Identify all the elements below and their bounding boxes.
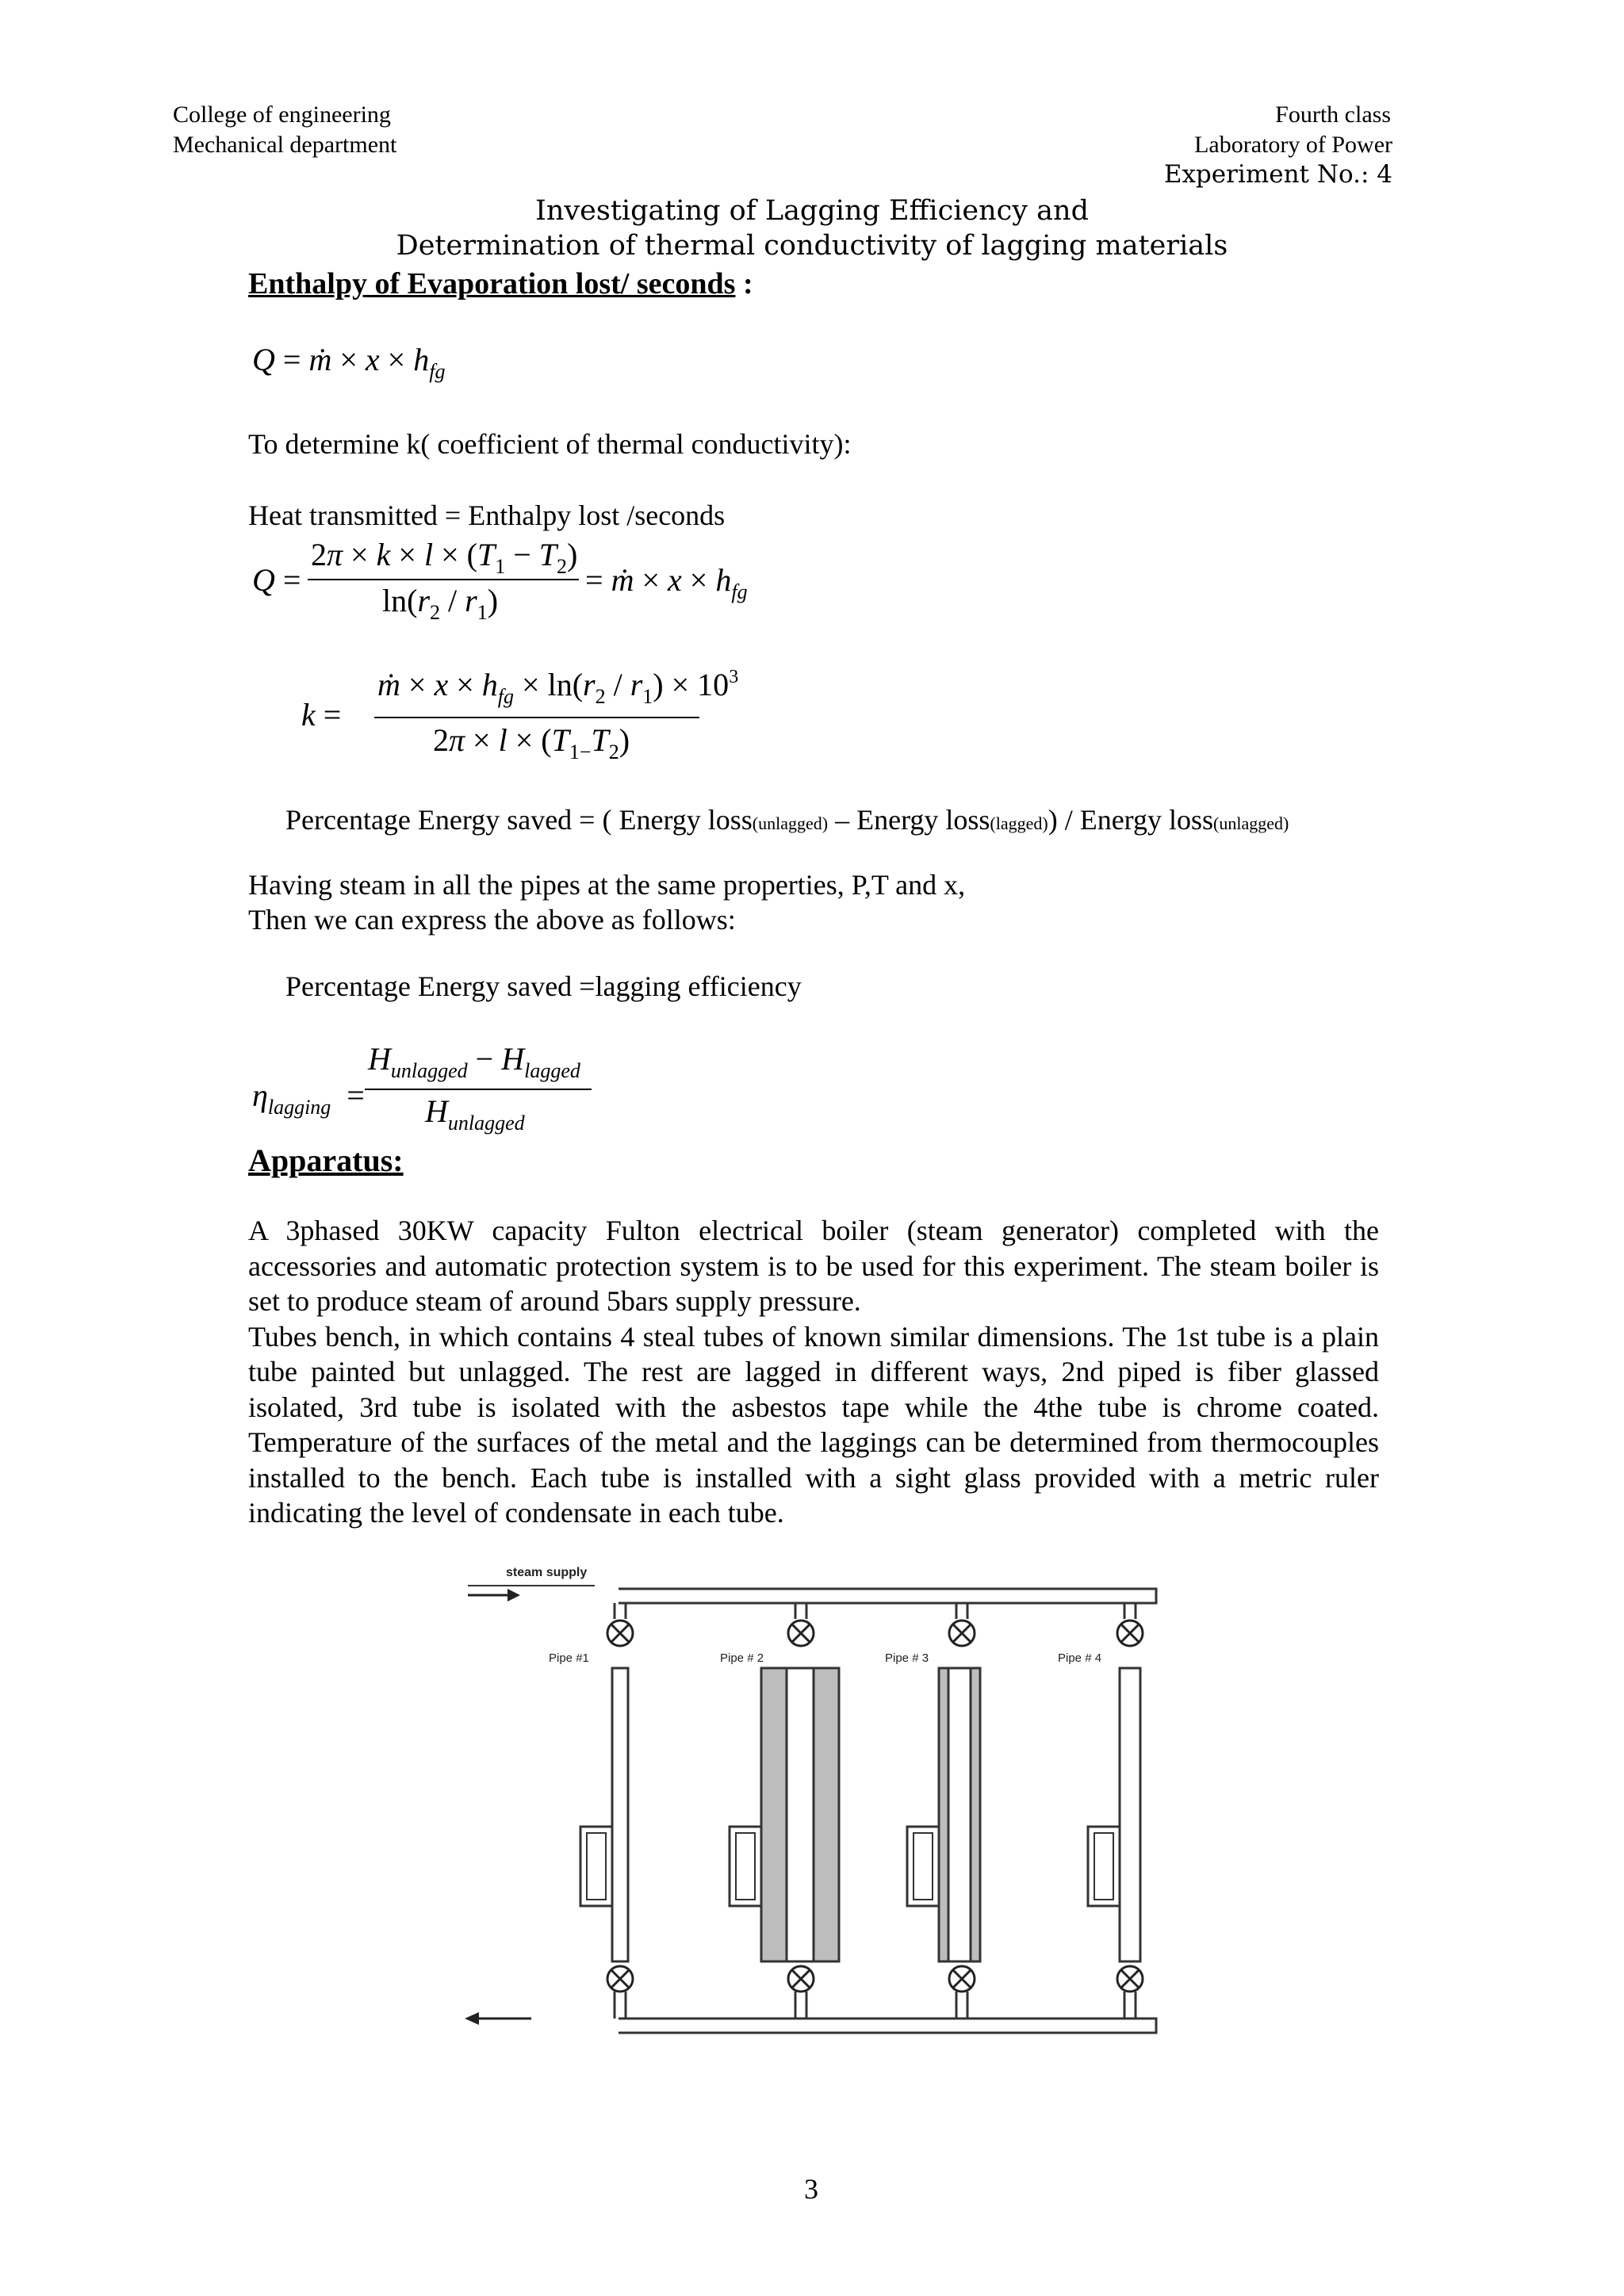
equation-k-denominator: $2\pi \times l \times (T_{1-}T_2)$	[433, 722, 630, 763]
steam-supply-label: steam supply	[506, 1566, 588, 1579]
pipe-label-3: Pipe # 3	[885, 1651, 929, 1665]
pct-sub-lagged: (lagged)	[990, 813, 1048, 833]
pct-sub-unlagged-2: (unlagged)	[1213, 813, 1289, 833]
header-experiment-no: Experiment No.: 4	[1163, 160, 1392, 189]
steam-inlet-arrow-icon	[468, 1589, 520, 1601]
pipe-1	[549, 1603, 633, 2019]
apparatus-paragraph-1: A 3phased 30KW capacity Fulton electrical boiler (steam generator) completed with the accessories and automatic protection system is to be used for this experiment. The steam boiler is set to produce steam of around 5bars supply pressure.	[248, 1215, 1379, 1317]
equation-eta-left: $\eta_{lagging}$ =	[252, 1077, 365, 1119]
pipe-label-1: Pipe #1	[549, 1651, 589, 1665]
drain-header-pipe	[619, 2019, 1156, 2033]
equation-q-right: = ṁ × $x \times h_{fg}$	[585, 562, 748, 603]
text-percentage-lagging: Percentage Energy saved =lagging efficiency	[285, 970, 802, 1002]
apparatus-paragraph-2: Tubes bench, in which contains 4 steal tubes of known similar dimensions. The 1st tube is a plain tube painted but unlagged. The rest are lagged in different ways, 2nd piped is fiber glassed isolated, 3rd tube is isolated with the asbestos tape while the 4the tube is chrome coated. Temperature of the surfaces of the metal and the laggings can be determined from thermocouples installed to the bench. Each tube is installed with a sight glass provided with a metric ruler indicating the level of condensate in each tube.	[248, 1320, 1379, 1529]
section-heading-colon: :	[735, 267, 753, 300]
equation-q-denominator: $\ln(r_2 / r_1)$	[382, 583, 499, 624]
pipe-label-4: Pipe # 4	[1058, 1651, 1102, 1665]
text-heat-transmitted: Heat transmitted = Enthalpy lost /seconds	[248, 499, 726, 531]
pipe-3	[885, 1603, 980, 2019]
steam-header-pipe	[619, 1589, 1156, 1603]
section-heading	[248, 266, 753, 301]
equation-k-left: k =	[301, 697, 342, 733]
text-steam-line-1: Having steam in all the pipes at the same properties, P,T and x,	[248, 869, 966, 901]
equation-eta-fraction-line	[365, 1089, 592, 1090]
pct-prefix: Percentage Energy saved = ( Energy loss	[285, 804, 753, 836]
page-number: 3	[804, 2173, 818, 2205]
text-steam-line-2: Then we can express the above as follows:	[248, 904, 736, 936]
equation-eta-denominator: $H_{unlagged}$	[425, 1093, 525, 1135]
equation-k-fraction-line	[374, 717, 699, 718]
equation-enthalpy: Q = ṁ × $x \times h_{fg}$	[252, 342, 446, 383]
equation-q-fraction-line	[308, 579, 579, 580]
header-college: College of engineering	[173, 101, 391, 128]
drain-outlet-arrow-icon	[465, 2012, 531, 2025]
text-determine-k: To determine k( coefficient of thermal conductivity):	[248, 428, 852, 460]
header-lab: Laboratory of Power	[1194, 132, 1392, 158]
equation-k-numerator: ṁ × $x \times h_{fg} \times \ln(r_2 / r_1) \times 10^3$	[377, 667, 739, 708]
section-heading-text: Enthalpy of Evaporation lost/ seconds	[248, 267, 736, 300]
equation-eta-numerator: $H_{unlagged} - H_{lagged}$	[368, 1041, 580, 1082]
apparatus-paragraph	[248, 1213, 1379, 1531]
header-department: Mechanical department	[173, 132, 397, 158]
equation-q-left: Q =	[252, 562, 301, 598]
pipe-bench-diagram	[460, 1557, 1174, 2049]
pipe-2	[720, 1603, 839, 2019]
pct-mid: – Energy loss	[828, 804, 990, 836]
title-line-1: Investigating of Lagging Efficiency and	[535, 195, 1089, 227]
apparatus-heading: Apparatus:	[248, 1142, 404, 1178]
pipe-label-2: Pipe # 2	[720, 1651, 764, 1665]
pct-mid2: ) / Energy loss	[1048, 804, 1214, 836]
title-line-2: Determination of thermal conductivity of lagging materials	[396, 230, 1228, 262]
equation-q-numerator: $2\pi \times k \times l \times (T_1 - T_2)$	[311, 537, 578, 578]
header-class: Fourth class	[1275, 101, 1391, 128]
text-percentage-energy-saved	[285, 802, 1289, 841]
pipe-4	[1058, 1603, 1143, 2019]
pct-sub-unlagged: (unlagged)	[752, 813, 829, 833]
